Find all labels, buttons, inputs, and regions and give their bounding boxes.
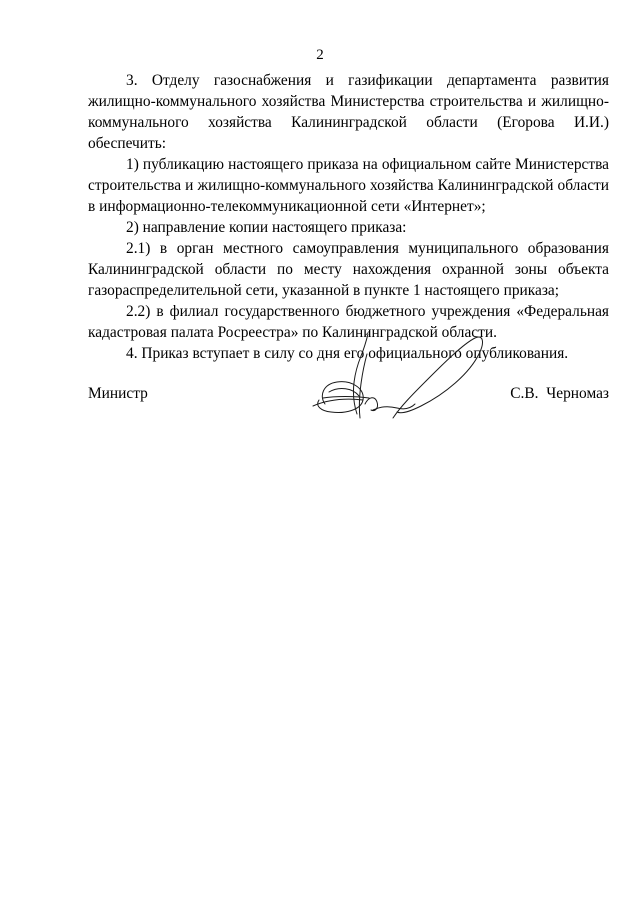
signer-name: С.В. Черномаз	[510, 385, 609, 402]
paragraph-3-2-send-copies: 2) направление копии настоящего приказа:	[126, 219, 407, 236]
paragraph-4-entry-into-force: 4. Приказ вступает в силу со дня его официального опубликования.	[126, 345, 569, 362]
paragraph-3-2-1-local-government: 2.1) в орган местного самоуправления муниципального образования Калининградской области по месту нахождения охранной зоны объекта газораспределительной сети, указанной в пункте 1 настоящего приказа;	[88, 240, 609, 299]
page-number: 2	[316, 47, 324, 63]
paragraph-3-2-2-cadastral-chamber: 2.2) в филиал государственного бюджетного учреждения «Федеральная кадастровая палата Росреестра» по Калининградской области.	[88, 303, 609, 341]
handwritten-signature	[305, 326, 485, 426]
signer-position: Министр	[88, 385, 148, 402]
paragraph-3-department-duties: 3. Отделу газоснабжения и газификации департамента развития жилищно-коммунального хозяйства Министерства строительства и жилищно-коммунального хозяйства Калининградской области (Егорова И.И.) обеспечить:	[88, 72, 609, 152]
order-text	[88, 70, 609, 364]
paragraph-3-1-publication: 1) публикацию настоящего приказа на официальном сайте Министерства строительства и жилищно-коммунального хозяйства Калининградской области в информационно-телекоммуникационной сети «Интернет»;	[88, 156, 609, 215]
signature-block	[88, 385, 609, 409]
